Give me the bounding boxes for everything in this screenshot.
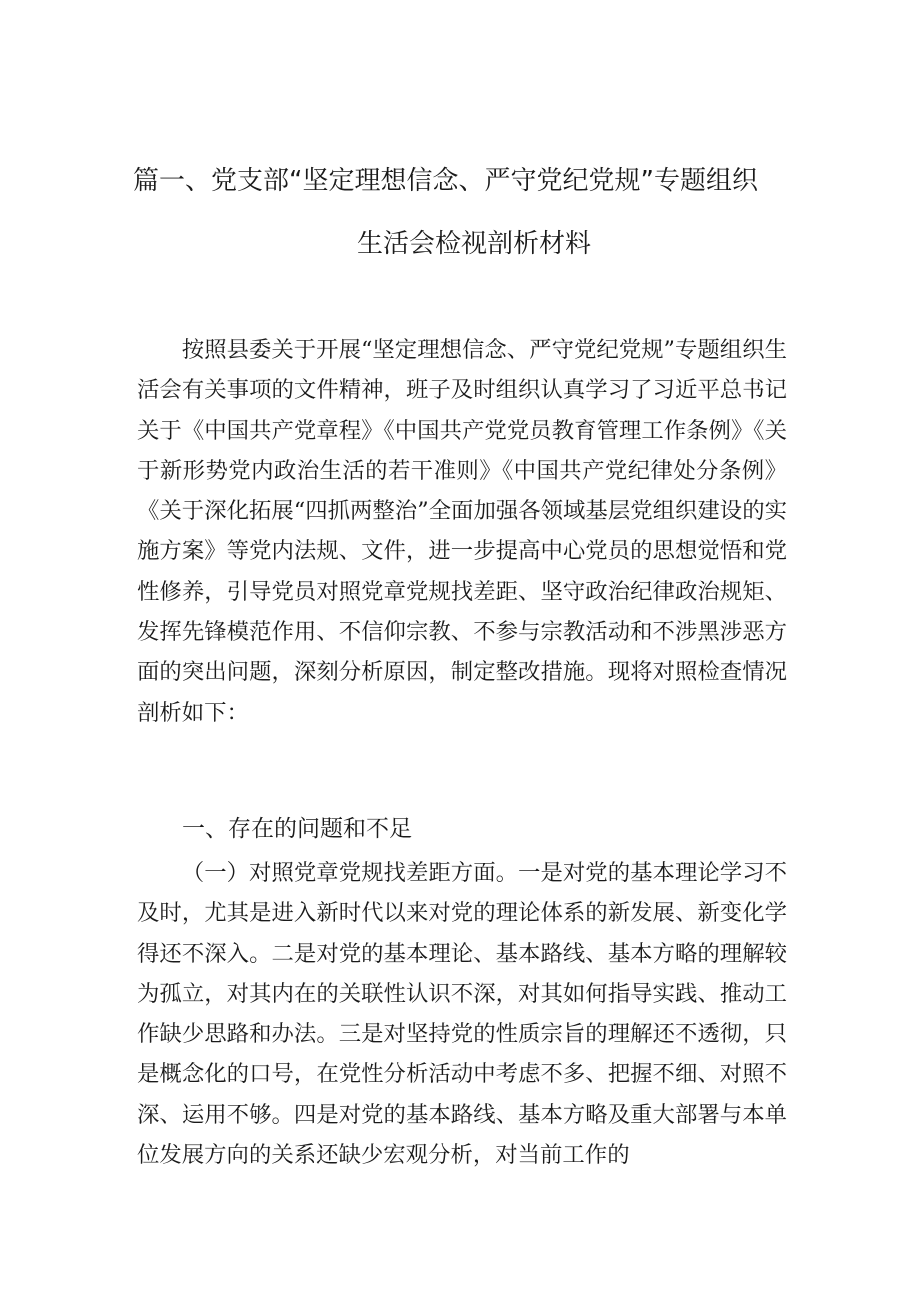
section-heading-problems: 一、存在的问题和不足 [182, 816, 412, 842]
document-title-line-1: 篇一、党支部“坚定理想信念、严守党纪党规”专题组织 [133, 166, 758, 196]
section-1-paragraph-1: （一）对照党章党规找差距方面。一是对党的基本理论学习不及时，尤其是进入新时代以来对党的理论体系的新发展、新变化学得还不深入。二是对党的基本理论、基本路线、基本方略的理解较为孤立，对其内在的关联性认识不深，对其如何指导实践、推动工作缺少思路和办法。三是对坚持党的性质宗旨的理解还不透彻，只是概念化的口号，在党性分析活动中考虑不多、把握不细、对照不深、运用不够。四是对党的基本路线、基本方略及重大部署与本单位发展方向的关系还缺少宏观分析，对当前工作的 [137, 860, 787, 1169]
intro-paragraph: 按照县委关于开展“坚定理想信念、严守党纪党规”专题组织生活会有关事项的文件精神，班子及时组织认真学习了习近平总书记关于《中国共产党章程》《中国共产党党员教育管理工作条例》《关于新形势党内政治生活的若干准则》《中国共产党纪律处分条例》《关于深化拓展“四抓两整治”全面加强各领域基层党组织建设的实施方案》等党内法规、文件，进一步提高中心党员的思想觉悟和党性修养，引导党员对照党章党规找差距、坚守政治纪律政治规矩、发挥先锋模范作用、不信仰宗教、不参与宗教活动和不涉黑涉恶方面的突出问题，深刻分析原因，制定整改措施。现将对照检查情况剖析如下： [137, 337, 787, 726]
document-title-line-2: 生活会检视剖析材料 [357, 229, 592, 259]
